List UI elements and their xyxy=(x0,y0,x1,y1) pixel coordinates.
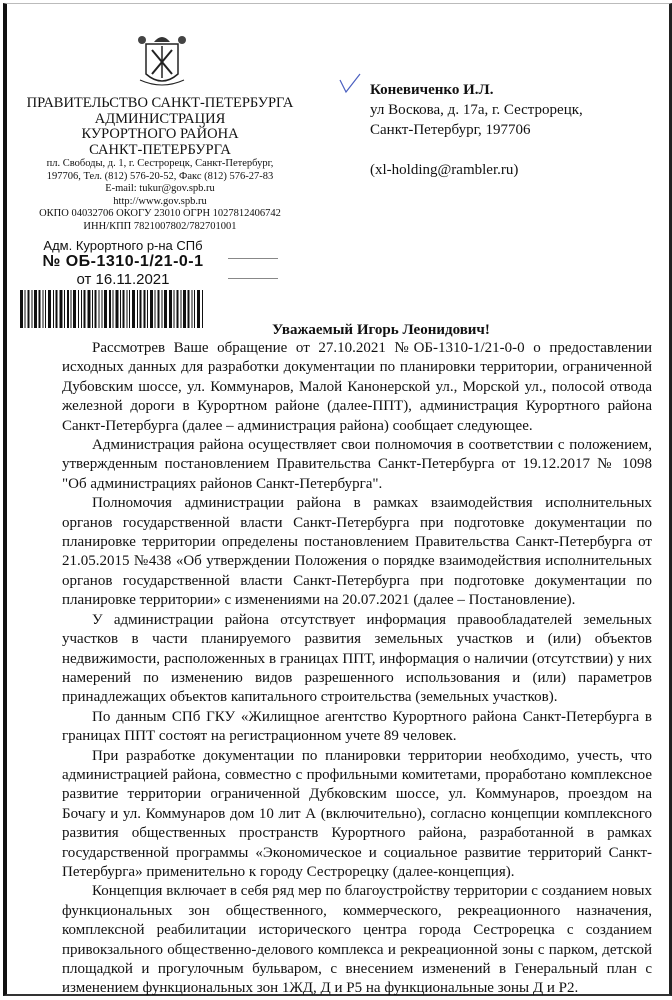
recipient-name: Коневиченко И.Л. xyxy=(370,82,494,98)
contact-line: 197706, Тел. (812) 576-20-52, Факс (812) 576-27-83 xyxy=(46,170,274,182)
paragraph: Администрация района осуществляет свои полномочия в соответствии с положением, утвержденным постановлением Правительства Санкт-Петербурга от 19.12.2017 № 1098 "Об администрациях районов Санкт-Петербурга". xyxy=(62,437,652,492)
org-line: САНКТ-ПЕТЕРБУРГА xyxy=(89,141,231,158)
sender-organization xyxy=(20,96,300,233)
checkmark-icon xyxy=(338,72,362,94)
recipient-address: Санкт-Петербург, 197706 xyxy=(370,122,531,138)
registration-stamp xyxy=(18,238,228,328)
paragraph: Рассмотрев Ваше обращение от 27.10.2021 №ОБ-1310-1/21-0-0 о предоставлении исходных данных для разработки документации по планировки территории, ограниченной Дубовским шоссе, ул. Коммунаров, Малой Канонерской ул., Морской ул., полосой отвода железной дороги в Курортном районе (далее-ППТ), администрация Курортного района Санкт-Петербурга (далее – администрация района) сообщает следующее. xyxy=(62,340,652,434)
recipient-block xyxy=(370,80,583,180)
paragraph: Концепция включает в себя ряд мер по благоустройству территории с созданием новых функциональных зон общественного, коммерческого, рекреационного назначения, комплексной реабилитации исторического центра города Сестрорецка с созданием привокзального общественно-делового комплекса и рекреационной зоны с парком, детской площадкой и прогулочным бульваром, с внесением изменений в Генеральный план с изменением функциональных зон 1ЖД, Д и Р5 на функциональные зоны Д и Р2. xyxy=(62,883,652,997)
coat-of-arms-icon xyxy=(138,30,186,90)
contact-inn: ИНН/КПП 7821007802/782701001 xyxy=(83,220,237,232)
greeting: Уважаемый Игорь Леонидович! xyxy=(272,322,490,338)
paragraph: По данным СПб ГКУ «Жилищное агентство Курортного района Санкт-Петербурга в границах ППТ состоят на регистрационном учете 89 человек. xyxy=(62,708,652,745)
contact-codes: ОКПО 04032706 ОКОГУ 23010 ОГРН 1027812406742 xyxy=(39,208,281,219)
recipient-address: ул Воскова, д. 17а, г. Сестрорецк, xyxy=(370,102,583,118)
org-line: ПРАВИТЕЛЬСТВО САНКТ-ПЕТЕРБУРГА xyxy=(26,95,294,111)
org-line: КУРОРТНОГО РАЙОНА xyxy=(81,126,239,142)
paragraph: У администрации района отсутствует информация правообладателей земельных участков в части планируемого развития земельных участков и (или) объектов недвижимости, расположенных в границах ППТ, информация о наличии (отсутствии) у них намерений по изменению видов разрешенного использования и (или) параметров принадлежащих объектов капитального строительства (земельных участков). xyxy=(62,611,652,706)
letter-body xyxy=(62,339,652,999)
divider xyxy=(228,278,278,279)
recipient-email: (xl-holding@rambler.ru) xyxy=(370,162,519,178)
stamp-number: № ОБ-1310-1/21-0-1 xyxy=(42,253,204,270)
contact-email: E-mail: tukur@gov.spb.ru xyxy=(105,183,215,194)
contact-website: http://www.gov.spb.ru xyxy=(113,195,207,207)
paragraph: Полномочия администрации района в рамках взаимодействия исполнительных органов государственной власти Санкт-Петербурга при подготовке документации по планировке территории определены постановлением Правительства Санкт-Петербурга от 21.05.2015 №438 «Об утверждении Положения о порядке взаимодействия исполнительных органов государственной власти Санкт-Петербурга при подготовке документации по планировке территории» с изменениями на 20.07.2021 (далее – Постановление). xyxy=(62,495,652,609)
divider xyxy=(228,258,278,259)
org-line: АДМИНИСТРАЦИЯ xyxy=(94,110,226,127)
contact-line: пл. Свободы, д. 1, г. Сестрорецк, Санкт-Петербург, xyxy=(46,158,274,169)
stamp-date: от 16.11.2021 xyxy=(76,271,170,288)
paragraph: При разработке документации по планировки территории необходимо, учесть, что администрацией района, совместно с профильными комитетами, проработано комплексное развитие территории ограниченной Дубковским шоссе, ул. Коммунаров, проездом на Бочагу и ул. Коммунаров дом 10 лит А (включительно), согласно концепции комплексного развития общественных пространств Курортного района, разработанной в рамках государственной программы «Экономическое и социальное развитие территорий Санкт-Петербурга» применительно к городу Сестрорецку (далее-концепция). xyxy=(62,747,652,880)
stamp-office: Адм. Курортного р-на СПб xyxy=(43,238,203,253)
